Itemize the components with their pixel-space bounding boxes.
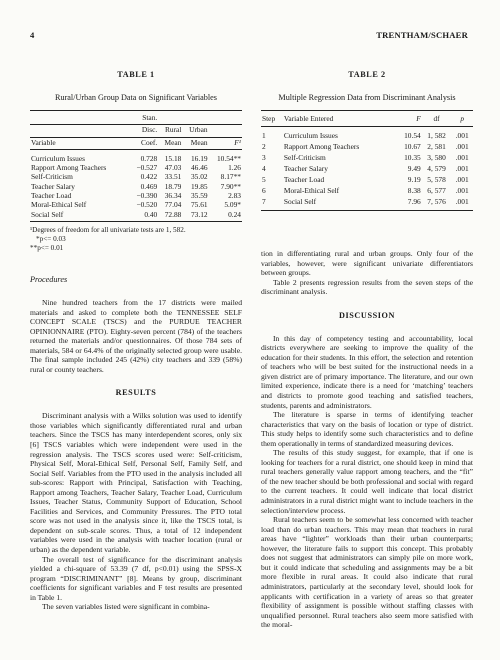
t1-urban: 35.59 [190, 191, 208, 201]
t1-f: 7.90** [220, 181, 241, 191]
table1-caption: Rural/Urban Group Data on Significant Variables [55, 93, 217, 102]
t2-variable: Teacher Salary [283, 164, 328, 173]
t2-p: .001 [455, 153, 469, 162]
paragraph: Nine hundred teachers from the 17 districts were mailed materials and asked to complete both the TENNESSEE SELF CONCEPT SCALE (TSCS) and the PURDUE TEACHER OPINIONNAIRE (PTO). Eighty-seven percent (784) of the teachers returned the materials and/or questionnaires. Of those 784 sets of materials, 584 or 64.4% of the originally selected group were usable. The final sample included 245 (42%) city teachers and 339 (58%) rural or county teachers. [30, 297, 242, 374]
right-column [261, 50, 473, 630]
t2-step: 3 [262, 153, 266, 162]
results-heading: RESULTS [115, 388, 157, 398]
t2-p: .001 [455, 142, 469, 151]
procedures-heading: Procedures [30, 274, 68, 284]
t2-variable: Moral-Ethical Self [283, 186, 340, 195]
t2-variable: Teacher Load [283, 175, 325, 184]
footnote: ¹Degrees of freedom for all univariate tests are 1, 582. [30, 225, 186, 234]
t1-rural: 77.04 [164, 200, 182, 210]
t2-p: .001 [455, 131, 469, 140]
t2-step: 2 [262, 142, 266, 151]
t2-variable-header: Variable Entered [283, 111, 395, 127]
table-row [30, 182, 242, 191]
t2-step: 7 [262, 197, 266, 206]
paragraph: tion in differentiating rural and urban groups. Only four of the variables, however, were significant univariate differentiators between groups. [261, 249, 473, 278]
t1-coef: 0.422 [140, 172, 158, 182]
t2-df: 3, 580 [427, 153, 446, 162]
t1-rural-header-1: Rural [158, 125, 182, 137]
table2-number: TABLE 2 [348, 70, 386, 79]
t1-coef: 0.469 [140, 181, 158, 191]
t2-variable: Rapport Among Teachers [283, 142, 360, 151]
t2-f: 9.19 [407, 175, 421, 184]
table-row [30, 149, 242, 163]
table2-caption: Multiple Regression Data from Discriminant Analysis [278, 93, 456, 102]
table-row [261, 174, 473, 185]
t1-rural: 72.88 [164, 209, 182, 219]
t2-f: 10.35 [404, 153, 421, 162]
t2-step: 1 [262, 131, 266, 140]
paragraph: Rural teachers seem to be somewhat less concerned with teacher load than do urban teachers. This may mean that teachers in rural areas have “lighter” workloads than their urban counterparts; however, the literature fails to support this concept. This probably does not suggest that administrators can simply pile on more work, but it could indicate that scheduling and assignments may be a bit more flexible in rural areas. It could also indicate that rural administrators, particularly at the secondary level, should look for applicants with certification in a variety of areas so that greater flexibility of assignment is possible without staffing classes with unqualified personnel. Rural teachers also seem more satisfied with the moral- [261, 515, 473, 630]
t2-df: 5, 578 [427, 175, 446, 184]
table-row [261, 196, 473, 211]
t1-rural-header-2: Mean [158, 137, 182, 149]
footnote: **p<= 0.01 [30, 243, 64, 252]
paragraph: The literature is sparse in terms of identifying teacher characteristics that vary on the basis of location or type of district. This study helps to identify some such characteristics and to define them operationally in terms of standardized measuring devices. [261, 410, 473, 448]
table-row [30, 200, 242, 209]
t1-f: 10.54** [216, 153, 241, 163]
paragraph: Table 2 presents regression results from the seven steps of the discriminant analysis. [261, 277, 473, 297]
t1-f: 5.09* [224, 200, 241, 210]
t2-f: 10.54 [404, 131, 421, 140]
running-title: TRENTHAM/SCHAER [376, 30, 468, 40]
table-row [261, 185, 473, 196]
t2-p: .001 [455, 186, 469, 195]
t1-variable-header: Variable [30, 137, 129, 149]
paragraph: Discriminant analysis with a Wilks solution was used to identify those variables which significantly differentiated rural and urban teachers. Since the TSCS has many interdependent scores, only six [6] TSCS variables which were independent were used in the regression analysis. The TSCS scores used were: Self-criticism, Physical Self, Moral-Ethical Self, Personal Self, Family Self, and Social Self. Variables from the PTO used in the analysis included all sub-scores: Rapport with Principal, Satisfaction with Teaching, Rapport among Teachers, Teacher Salary, Teacher Load, Curriculum Issues, Teacher Status, Community Support of Education, School Facilities and Services, and Community Pressures. The PTO total score was not used in the analysis since it, like the TSCS total, is dependent on sub-scale scores. Thus, a total of 12 independent variables were used in the analysis with teacher location (rural or urban) as the dependent variable. [30, 411, 242, 554]
table1-footnotes [30, 226, 242, 253]
t1-variable: Teacher Load [31, 191, 72, 201]
discussion-heading: DISCUSSION [338, 310, 396, 320]
t1-variable: Teacher Salary [31, 181, 76, 191]
t2-step: 6 [262, 186, 266, 195]
t1-urban-header-2: Mean [182, 137, 208, 149]
t1-coef-header-1: Stan. [129, 111, 158, 125]
paragraph: The results of this study suggest, for example, that if one is looking for teachers for a rural district, one should keep in mind that rural teachers generally value rapport among teachers, and the “fit” of the new teacher should be both professional and social with regard to the current teachers. It could well indicate that local district administrators in a rural district might want to include teachers in the selection/interview process. [261, 448, 473, 515]
t1-variable: Moral-Ethical Self [31, 200, 87, 210]
t2-f: 7.96 [407, 197, 421, 206]
t2-f: 9.49 [407, 164, 421, 173]
t1-variable: Self-Criticism [31, 172, 73, 182]
t1-variable: Curriculum Issues [31, 153, 85, 163]
t2-p: .001 [455, 164, 469, 173]
t1-variable: Rapport Among Teachers [31, 163, 107, 173]
t1-rural: 33.51 [164, 172, 182, 182]
t1-rural: 15.18 [164, 153, 182, 163]
t1-coef: −0.520 [136, 200, 158, 210]
t1-urban: 16.19 [190, 153, 208, 163]
t1-rural: 18.79 [164, 181, 182, 191]
paragraph: The seven variables listed were significant in combina- [42, 602, 210, 612]
t2-variable: Curriculum Issues [283, 131, 338, 140]
t2-p: .001 [455, 197, 469, 206]
t2-df: 4, 579 [427, 164, 446, 173]
table1-number: TABLE 1 [117, 70, 155, 79]
t2-df: 1, 582 [427, 131, 446, 140]
t1-f: 1.26 [228, 163, 241, 173]
t1-f: 8.17** [220, 172, 241, 182]
paragraph: In this day of competency testing and accountability, local districts everywhere are seeking to improve the quality of the education for their students. In this effort, the selection and retention of teachers who will be best suited for the instructional needs in a given district are of primary importance. The literature, and our own limited experience, indicate there is a need for ‘matching’ teachers and districts to promote good teaching and satisfied teachers, students, parents and administrators. [261, 333, 473, 410]
t1-coef: 0.40 [144, 209, 158, 219]
left-column [30, 50, 242, 612]
t1-f-header: F¹ [209, 137, 242, 149]
t2-df: 2, 581 [427, 142, 446, 151]
t2-f-header: F [395, 111, 422, 127]
t1-coef-header-3: Coef. [129, 137, 158, 149]
t1-urban: 73.12 [190, 209, 208, 219]
table2 [261, 110, 473, 211]
t2-df: 6, 577 [427, 186, 446, 195]
table-row [30, 172, 242, 181]
t1-urban: 75.61 [190, 200, 208, 210]
footnote: *p<= 0.03 [36, 234, 66, 243]
t1-urban-header-1: Urban [182, 125, 208, 137]
t1-urban: 35.02 [190, 172, 208, 182]
t1-coef: −0.390 [136, 191, 158, 201]
t2-variable: Social Self [283, 197, 317, 206]
t1-coef-header-2: Disc. [129, 125, 158, 137]
t1-rural: 36.34 [164, 191, 182, 201]
paragraph: The overall test of significance for the discriminant analysis yielded a chi-square of 53.39 (7 df, p<0.01) using the SPSS-X program “DISCRIMINANT” [8]. Means by group, discriminant coefficients for significant variables and F test results are presented in Table 1. [30, 554, 242, 602]
t2-df: 7, 576 [427, 197, 446, 206]
table-row [30, 210, 242, 222]
t1-urban: 19.85 [190, 181, 208, 191]
t2-p: .001 [455, 175, 469, 184]
table-row [261, 152, 473, 163]
page-number: 4 [30, 30, 35, 40]
table-row [261, 163, 473, 174]
t2-step-header: Step [261, 111, 283, 127]
table-row [30, 191, 242, 200]
t2-df-header: df [422, 111, 452, 127]
t2-step: 4 [262, 164, 266, 173]
t1-rural: 47.03 [164, 163, 182, 173]
t2-p-header: p [451, 111, 473, 127]
t1-coef: −0.527 [136, 163, 158, 173]
t1-coef: 0.728 [140, 153, 158, 163]
t2-f: 10.67 [404, 142, 421, 151]
t1-urban: 46.46 [190, 163, 208, 173]
t1-f: 2.83 [228, 191, 241, 201]
table-row [261, 141, 473, 152]
t1-variable: Social Self [31, 209, 64, 219]
t2-variable: Self-Criticism [283, 153, 326, 162]
table-row [261, 127, 473, 142]
table-row [30, 163, 242, 172]
t2-f: 8.38 [407, 186, 421, 195]
t2-step: 5 [262, 175, 266, 184]
t1-f: 0.24 [228, 209, 241, 219]
table1 [30, 110, 242, 222]
